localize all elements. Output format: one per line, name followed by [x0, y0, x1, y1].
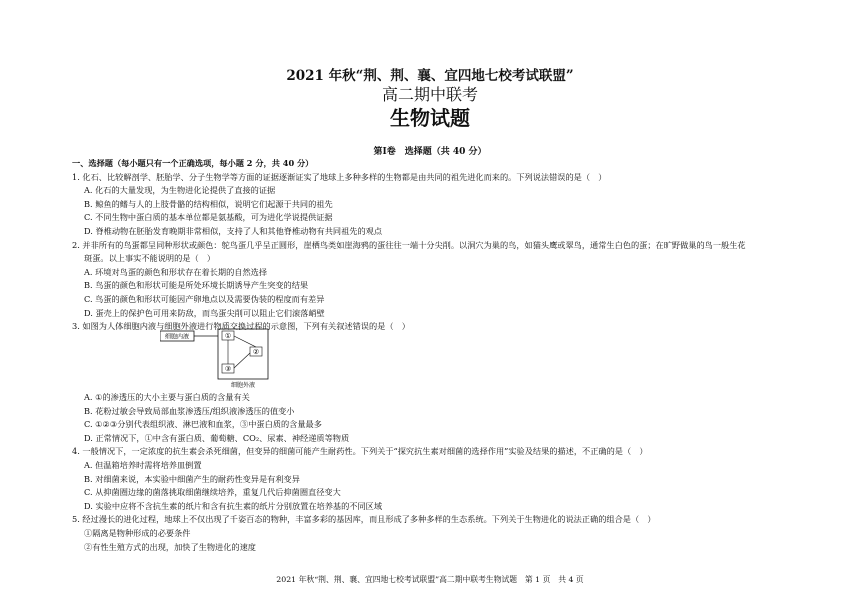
inner-fluid-label: 细胞内液	[164, 333, 190, 341]
text-line: A. 化石的大量发现，为生物进化论提供了直接的证据	[84, 185, 276, 196]
text-line: C. 鸟蛋的颜色和形状可能因产卵地点以及需要伪装的程度而有差异	[84, 293, 325, 304]
node-3: ③	[224, 365, 232, 373]
text-line: B. 对细菌来说，本实验中细菌产生的耐药性变异是有利变异	[84, 473, 300, 484]
exam-title-line2: 高二期中联考	[381, 85, 478, 104]
link-1-2	[234, 336, 256, 347]
text-line: A. 环境对鸟蛋的颜色和形状存在着长期的自然选择	[84, 266, 268, 277]
text-line: A. 但温箱培养时需将培养皿倒置	[84, 459, 202, 470]
text-line: ①隔离是物种形成的必要条件	[84, 527, 191, 538]
text-line: ②有性生殖方式的出现，加快了生物进化的速度	[84, 541, 256, 552]
text-line: A. ①的渗透压的大小主要与蛋白质的含量有关	[84, 392, 250, 402]
text-line: B. 鸟蛋的颜色和形状可能是所处环境长期诱导产生突变的结果	[84, 280, 309, 291]
node-2: ②	[252, 348, 260, 356]
question-block-1	[72, 157, 832, 334]
outer-fluid-label: 细胞外液	[230, 382, 256, 389]
text-line: D. 实验中应将不含抗生素的纸片和含有抗生素的纸片分别放置在培养基的不同区域	[84, 500, 383, 511]
text-line: 5. 经过漫长的进化过程，地球上不仅出现了千姿百态的物种，丰富多彩的基因库，而且形成了多种多样的生态系统。下列关于生物进化的说法正确的组合是（ ）	[72, 514, 656, 525]
exam-subject-title: 生物试题	[390, 106, 470, 130]
link-2-3	[234, 353, 250, 368]
text-line: D. 正常情况下，①中含有蛋白质、葡萄糖、CO₂、尿素、神经递质等物质	[84, 432, 350, 443]
fluid-exchange-diagram	[160, 327, 280, 389]
text-line: B. 鲸鱼的鳍与人的上肢骨骼的结构相似，说明它们起源于共同的祖先	[84, 198, 333, 209]
text-line: C. 不同生物中蛋白质的基本单位都是氨基酸，可为进化学说提供证据	[84, 212, 333, 223]
page-footer: 2021 年秋“荆、荆、襄、宜四地七校考试联盟”高二期中联考生物试题 第 1 页 共 4 页	[276, 575, 584, 584]
text-line: 2. 并非所有的鸟蛋都呈同种形状或颜色：鸵鸟蛋几乎呈正圆形，崖栖鸟类如崖海鸦的蛋往往一端十分尖削。以洞穴为巢的鸟，如猫头鹰或翠鸟，通常生白色的蛋；在旷野做巢的鸟一般生花	[72, 239, 746, 250]
exam-title-line1: 2021 年秋“荆、荆、襄、宜四地七校考试联盟”	[286, 68, 574, 84]
text-line: D. 脊椎动物在胚胎发育晚期非常相似，支持了人和其他脊椎动物有共同祖先的观点	[84, 225, 383, 236]
text-line: 4. 一般情况下，一定浓度的抗生素会杀死细菌，但变异的细菌可能产生耐药性。下列关于“探究抗生素对细菌的选择作用”实验及结果的描述，不正确的是（ ）	[72, 446, 648, 457]
text-line: D. 蛋壳上的保护色可用来防敌，而鸟蛋尖削可以阻止它们滚落峭壁	[84, 307, 325, 318]
text-line: 斑蛋。以上事实不能说明的是（ ）	[84, 253, 216, 264]
question-block-2	[72, 391, 832, 554]
text-line: 3. 如图为人体细胞内液与细胞外液进行物质交换过程的示意图，下列有关叙述错误的是（ ）	[72, 321, 410, 332]
text-line: C. 从抑菌圈边缘的菌落挑取细菌继续培养，重复几代后抑菌圈直径变大	[84, 487, 341, 498]
text-line: 1. 化石、比较解剖学、胚胎学、分子生物学等方面的证据逐渐证实了地球上多种多样的生物都是由共同的祖先进化而来的。下列说法错误的是（ ）	[72, 171, 607, 182]
text-line: B. 花粉过敏会导致局部血浆渗透压/组织液渗透压的值变小	[84, 405, 295, 416]
part-heading: 第Ⅰ卷 选择题（共 40 分）	[373, 147, 487, 157]
text-line: 一、选择题（每小题只有一个正确选项，每小题 2 分，共 40 分）	[72, 158, 314, 168]
node-1: ①	[224, 332, 232, 340]
text-line: C. ①②③分别代表组织液、淋巴液和血浆，③中蛋白质的含量最多	[84, 419, 322, 430]
